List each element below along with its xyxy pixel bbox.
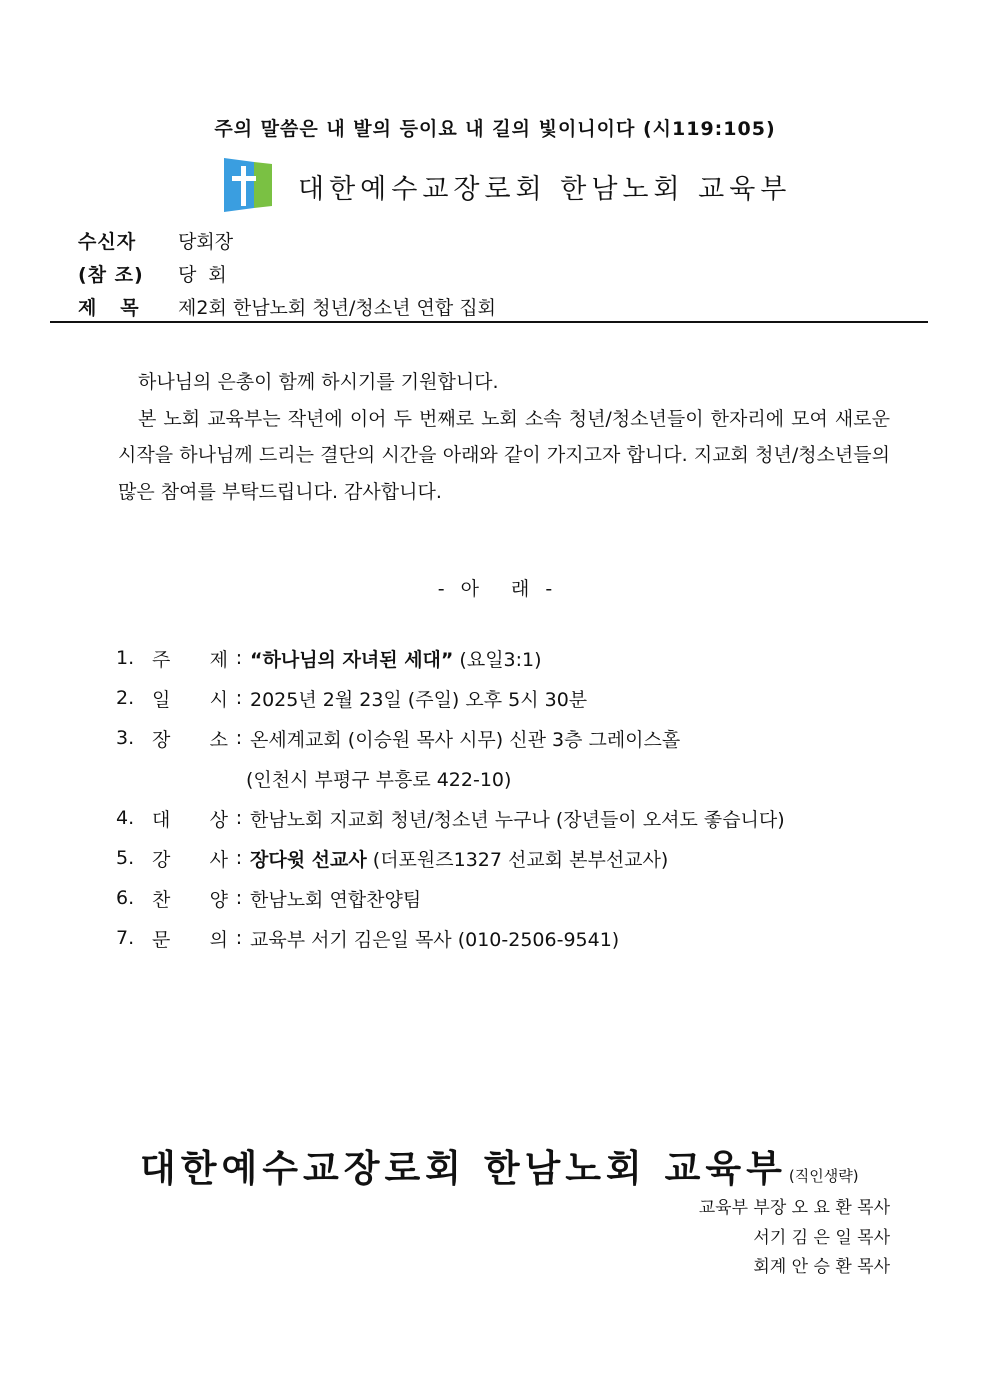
reference-value: 당 회 <box>178 264 227 286</box>
item-label <box>152 885 228 912</box>
item-colon: : <box>235 887 243 909</box>
item-colon: : <box>235 807 243 829</box>
item-label-a: 주 <box>152 648 171 671</box>
item-label-b: 의 <box>209 928 228 951</box>
item-value-text: (더포원즈1327 선교회 본부선교사) <box>366 848 669 871</box>
item-number: 7. <box>116 927 135 949</box>
item-colon: : <box>235 647 243 669</box>
signers-block <box>699 1194 890 1283</box>
item-value <box>250 805 785 832</box>
cross-logo-icon <box>224 158 272 214</box>
item-number: 1. <box>116 647 135 669</box>
section-heading: - 아 래 - <box>437 578 553 600</box>
item-label-a: 찬 <box>152 888 171 911</box>
item-label <box>152 685 228 712</box>
item-label-b: 소 <box>209 728 228 751</box>
item-colon: : <box>235 847 243 869</box>
subject-row <box>78 290 928 323</box>
list-item <box>116 678 936 718</box>
letterhead <box>224 158 791 214</box>
list-item <box>116 918 936 958</box>
item-label <box>152 805 228 832</box>
document-meta <box>78 224 928 323</box>
list-item-continuation: (인천시 부평구 부흥로 422-10) <box>246 768 512 791</box>
item-label-a: 장 <box>152 728 171 751</box>
subject-label: 제 목 <box>78 297 140 319</box>
item-value-text: 2025년 2월 23일 (주일) 오후 5시 30분 <box>250 688 588 711</box>
recipient-label: 수신자 <box>78 231 137 253</box>
item-value <box>250 645 542 672</box>
list-item <box>116 798 936 838</box>
item-value <box>250 685 587 712</box>
item-label <box>152 925 228 952</box>
signer-line: 서기 김 은 일 목사 <box>753 1227 890 1248</box>
item-label-a: 일 <box>152 688 171 711</box>
item-label <box>152 645 228 672</box>
letter-body <box>118 364 890 510</box>
item-label <box>152 845 228 872</box>
recipient-value: 당회장 <box>178 231 234 253</box>
signer-line: 회계 안 승 환 목사 <box>753 1257 890 1277</box>
item-label-b: 사 <box>209 848 228 871</box>
item-number: 4. <box>116 807 135 829</box>
scripture-motto: 주의 말씀은 내 발의 등이요 내 길의 빛이니이다 (시119:105) <box>214 118 776 140</box>
body-paragraph: 본 노회 교육부는 작년에 이어 두 번째로 노회 소속 청년/청소년들이 한자리에 모여 새로운 시작을 하나님께 드리는 결단의 시간을 아래와 같이 가지고자 합니다. 지교회 청년/청소년들의 많은 참여를 부탁드립니다. 감사합니다. <box>118 407 890 503</box>
footer-issuer <box>140 1138 859 1192</box>
details-list <box>116 638 936 958</box>
item-value-text: 교육부 서기 김은일 목사 (010-2506-9541) <box>250 928 620 951</box>
header-divider <box>50 321 928 323</box>
item-value-text: 한남노회 연합찬양팀 <box>250 888 422 911</box>
seal-omitted-note: (직인생략) <box>788 1167 859 1185</box>
reference-label: (참 조) <box>78 264 144 286</box>
item-number: 5. <box>116 847 135 869</box>
item-value-bold: “하나님의 자녀된 세대” <box>250 648 454 671</box>
item-value-text: 한남노회 지교회 청년/청소년 누구나 (장년들이 오셔도 좋습니다) <box>250 808 785 831</box>
item-colon: : <box>235 727 243 749</box>
item-value-text: 온세계교회 (이승원 목사 시무) 신관 3층 그레이스홀 <box>250 728 681 751</box>
list-item <box>116 718 936 758</box>
item-number: 3. <box>116 727 135 749</box>
item-number: 6. <box>116 887 135 909</box>
org-title: 대한예수교장로회 한남노회 교육부 <box>298 173 792 205</box>
greeting: 하나님의 은총이 함께 하시기를 기원합니다. <box>138 371 499 393</box>
list-item <box>116 838 936 878</box>
item-value-text: (요일3:1) <box>453 648 542 671</box>
item-value <box>250 885 421 912</box>
item-colon: : <box>235 927 243 949</box>
footer-org-title: 대한예수교장로회 한남노회 교육부 <box>140 1146 787 1190</box>
item-value-bold: 장다윗 선교사 <box>250 848 367 871</box>
item-number: 2. <box>116 687 135 709</box>
item-label-a: 문 <box>152 928 171 951</box>
reference-row <box>78 257 928 290</box>
list-item <box>116 638 936 678</box>
item-label-a: 대 <box>152 808 171 831</box>
recipient-row <box>78 224 928 257</box>
signer-line: 교육부 부장 오 요 환 목사 <box>698 1198 890 1218</box>
subject-value: 제2회 한남노회 청년/청소년 연합 집회 <box>178 297 496 319</box>
item-label-a: 강 <box>152 848 171 871</box>
item-colon: : <box>235 687 243 709</box>
item-label-b: 상 <box>209 808 228 831</box>
item-value <box>250 725 680 752</box>
item-value <box>250 925 619 952</box>
item-value <box>250 845 668 872</box>
item-label-b: 양 <box>209 888 228 911</box>
list-item <box>116 878 936 918</box>
item-label-b: 제 <box>209 648 228 671</box>
item-label-b: 시 <box>209 688 228 711</box>
item-label <box>152 725 228 752</box>
